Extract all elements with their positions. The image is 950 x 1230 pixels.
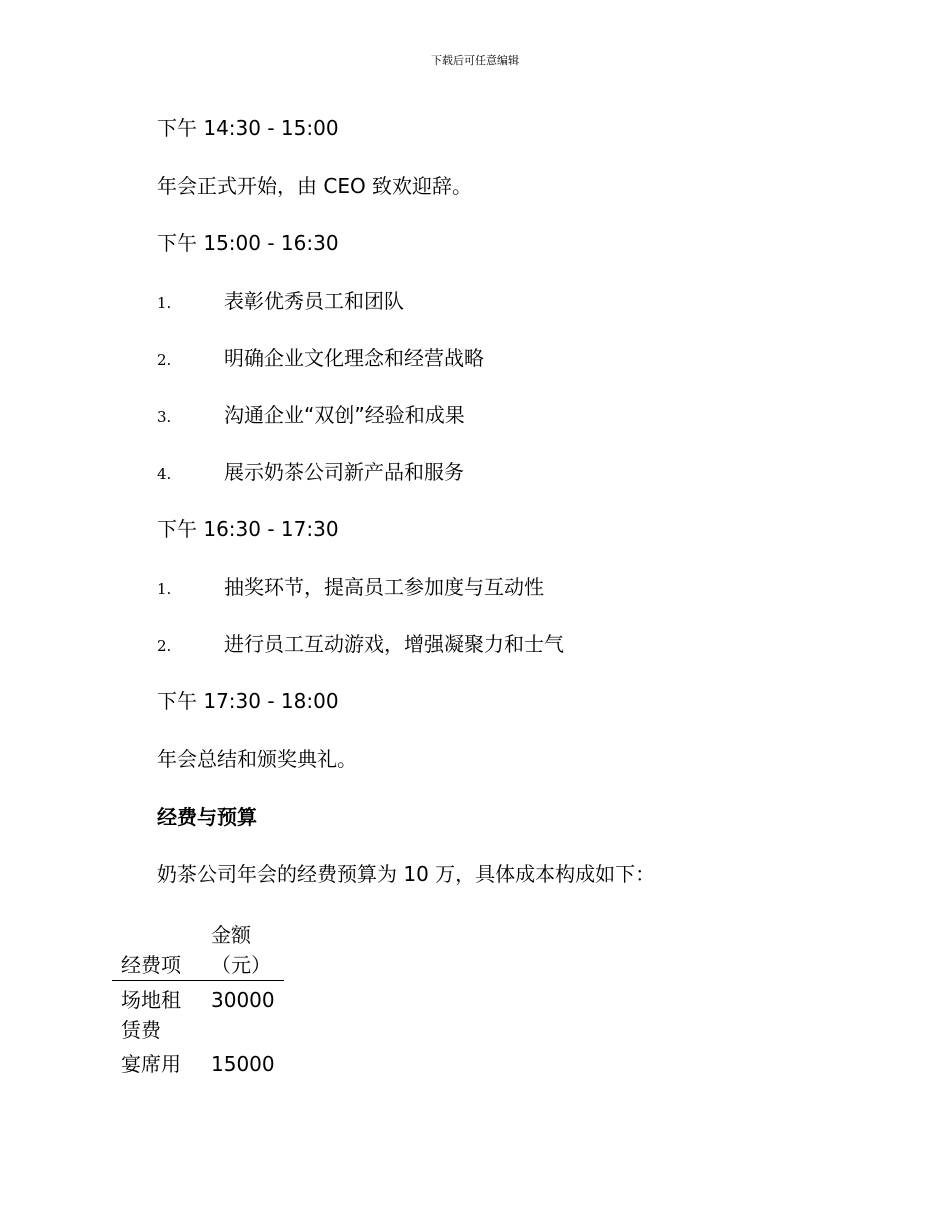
list-text: 展示奶茶公司新产品和服务: [224, 460, 464, 484]
list-number: 2.: [157, 637, 172, 655]
list-text: 明确企业文化理念和经营战略: [224, 346, 484, 370]
page-header: 下载后可任意编辑: [431, 54, 519, 67]
list-number: 2.: [157, 351, 172, 369]
table-row: [112, 1049, 284, 1083]
budget-title: 经费与预算: [157, 805, 257, 829]
list-text: 沟通企业“双创”经验和成果: [224, 403, 465, 427]
paragraph-4: 年会总结和颁奖典礼。: [157, 747, 357, 771]
time-heading-2: 下午 15:00 - 16:30: [157, 231, 339, 255]
list-text: 抽奖环节，提高员工参加度与互动性: [224, 575, 544, 599]
table-header-item: 经费项: [112, 920, 202, 981]
table-cell-item: 宴席用: [121, 1052, 181, 1076]
budget-table: [112, 920, 284, 1083]
table-header-row: [112, 920, 284, 981]
table-cell-item: 场地租赁费: [121, 988, 181, 1042]
table-row: [112, 981, 284, 1050]
list-number: 4.: [157, 465, 172, 483]
time-heading-4: 下午 17:30 - 18:00: [157, 689, 339, 713]
list-number: 3.: [157, 408, 172, 426]
time-heading-1: 下午 14:30 - 15:00: [157, 116, 339, 140]
paragraph-1: 年会正式开始，由 CEO 致欢迎辞。: [157, 174, 473, 198]
budget-intro: 奶茶公司年会的经费预算为 10 万，具体成本构成如下：: [157, 862, 656, 886]
list-number: 1.: [157, 580, 172, 598]
table-cell-amount: 30000: [211, 988, 275, 1012]
list-text: 进行员工互动游戏，增强凝聚力和士气: [224, 632, 564, 656]
list-text: 表彰优秀员工和团队: [224, 289, 404, 313]
table-header-amount: 金额（元）: [202, 920, 284, 981]
time-heading-3: 下午 16:30 - 17:30: [157, 517, 339, 541]
table-cell-amount: 15000: [211, 1052, 275, 1076]
list-number: 1.: [157, 294, 172, 312]
